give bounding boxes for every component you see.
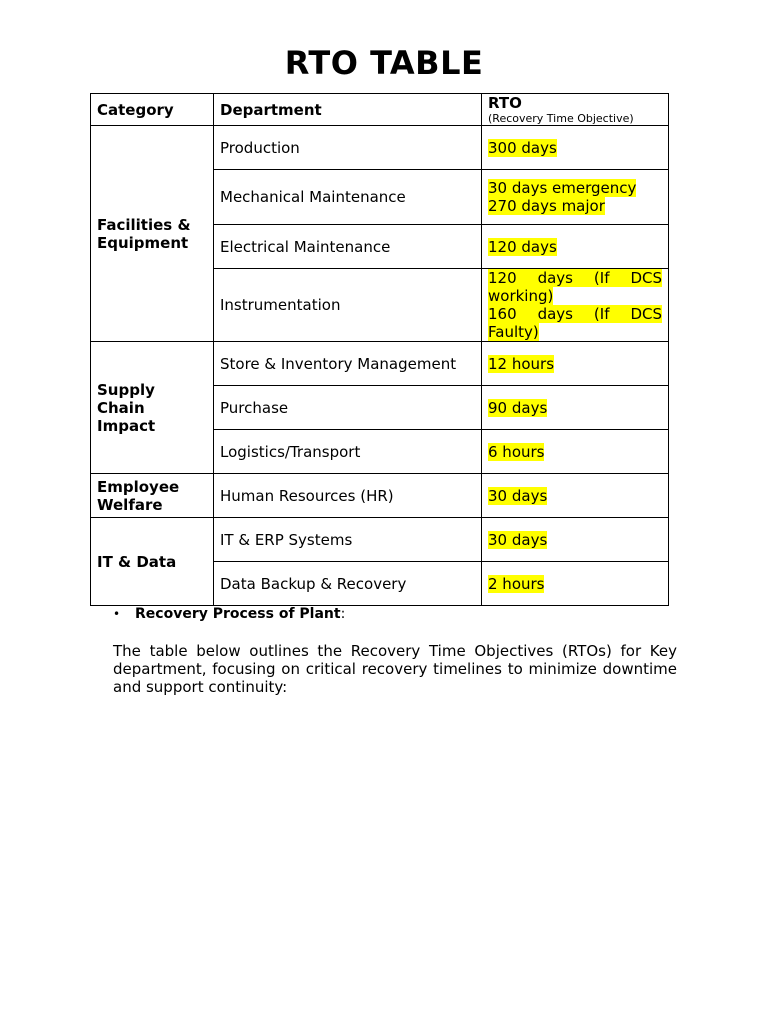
header-rto [482, 94, 669, 126]
header-rto-subtitle: (Recovery Time Objective) [488, 111, 634, 125]
rto-value: 120 days [488, 237, 557, 256]
department-cell: Mechanical Maintenance [214, 170, 482, 225]
rto-value: 90 days [488, 398, 548, 417]
department-cell: Human Resources (HR) [214, 474, 482, 518]
rto-value: 2 hours [488, 574, 545, 593]
page-title: RTO TABLE [284, 44, 484, 82]
bullet-item [113, 606, 345, 622]
header-rto-label: RTO [488, 93, 522, 112]
department-cell: Store & Inventory Management [214, 342, 482, 386]
rto-cell [482, 474, 669, 518]
department-cell: IT & ERP Systems [214, 518, 482, 562]
table-row [91, 126, 669, 170]
rto-cell [482, 170, 669, 225]
rto-value: 30 days emergency [488, 179, 637, 197]
category-cell: Supply Chain Impact [91, 342, 214, 474]
table-row [91, 342, 669, 386]
rto-cell [482, 342, 669, 386]
department-cell: Logistics/Transport [214, 430, 482, 474]
rto-value: 270 days major [488, 197, 605, 215]
table-row [91, 474, 669, 518]
rto-value: 12 hours [488, 354, 555, 373]
bullet-suffix: : [340, 606, 346, 622]
rto-value: 30 days [488, 486, 548, 505]
rto-cell [482, 386, 669, 430]
rto-table [90, 93, 669, 606]
department-cell: Data Backup & Recovery [214, 562, 482, 606]
bullet-label: Recovery Process of Plant [135, 606, 341, 622]
rto-cell [482, 269, 669, 342]
department-cell: Purchase [214, 386, 482, 430]
rto-value: 160 days (If DCS Faulty) [488, 305, 662, 341]
table-header-row [91, 94, 669, 126]
department-cell: Instrumentation [214, 269, 482, 342]
bullet-icon: • [113, 607, 121, 621]
rto-cell [482, 225, 669, 269]
rto-value: 300 days [488, 138, 557, 157]
category-cell: Facilities & Equipment [91, 126, 214, 342]
rto-cell [482, 562, 669, 606]
rto-cell [482, 518, 669, 562]
table-row [91, 518, 669, 562]
rto-cell [482, 430, 669, 474]
rto-value: 6 hours [488, 442, 545, 461]
header-department: Department [214, 94, 482, 126]
body-paragraph: The table below outlines the Recovery Time Objectives (RTOs) for Key department, focusing on critical recovery timelines to minimize downtime and support continuity: [113, 642, 677, 696]
header-category: Category [91, 94, 214, 126]
category-cell: Employee Welfare [91, 474, 214, 518]
category-cell: IT & Data [91, 518, 214, 606]
department-cell: Electrical Maintenance [214, 225, 482, 269]
rto-cell [482, 126, 669, 170]
rto-value: 30 days [488, 530, 548, 549]
department-cell: Production [214, 126, 482, 170]
rto-value: 120 days (If DCS working) [488, 269, 662, 305]
